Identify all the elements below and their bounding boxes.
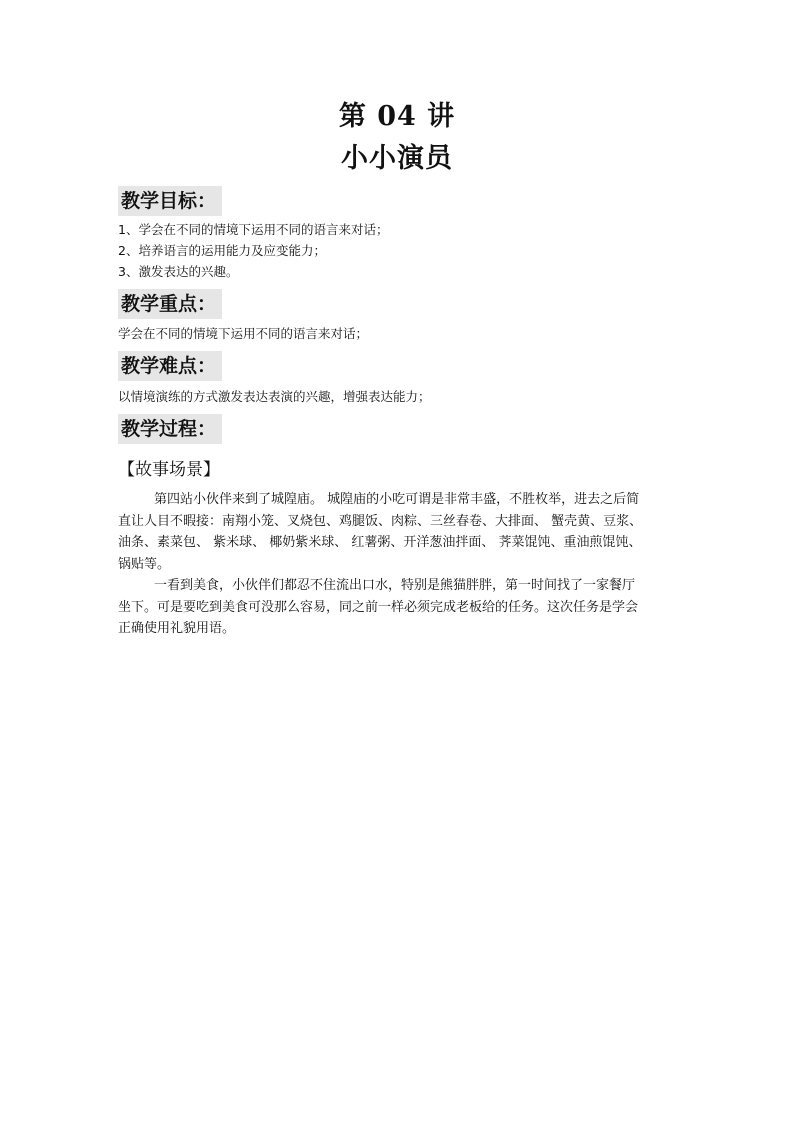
story-paragraph-1-line: 锅贴等。 — [118, 556, 171, 572]
goal-item-1: 1、学会在不同的情境下运用不同的语言来对话； — [118, 222, 389, 237]
goal-item-3: 3、激发表达的兴趣。 — [118, 264, 239, 279]
goal-item-2: 2、培养语言的运用能力及应变能力； — [118, 243, 326, 258]
story-paragraph-1-line: 直让人目不暇接：南翔小笼、叉烧包、鸡腿饭、肉粽、三丝春卷、大排面、 蟹壳黄、豆浆、 — [118, 513, 643, 529]
key-points-text: 学会在不同的情境下运用不同的语言来对话； — [118, 326, 369, 341]
story-paragraph-2-line: 正确使用礼貌用语。 — [118, 621, 236, 636]
difficulties-heading: 教学难点： — [118, 351, 222, 381]
lesson-number-title: 第 04 讲 — [338, 101, 456, 132]
goals-heading: 教学目标： — [118, 186, 222, 216]
key-points-heading: 教学重点： — [118, 289, 222, 319]
story-paragraph-1 — [118, 489, 678, 575]
story-paragraph-2 — [118, 575, 678, 640]
process-heading: 教学过程： — [118, 414, 222, 444]
story-paragraph-2-line: 一看到美食，小伙伴们都忍不住流出口水，特别是熊猫胖胖，第一时间找了一家餐厅 — [154, 578, 636, 593]
lesson-name-title: 小小演员 — [341, 143, 453, 174]
story-paragraph-2-line: 坐下。可是要吃到美食可没那么容易，同之前一样必须完成老板给的任务。这次任务是学会 — [118, 599, 639, 615]
story-paragraph-1-line: 油条、素菜包、 紫米球、 椰奶紫米球、 红薯粥、开洋葱油拌面、 荠菜馄饨、重油煎馄饨、 — [118, 535, 642, 550]
story-title: 【故事场景】 — [118, 460, 220, 480]
difficulties-text: 以情境演练的方式激发表达表演的兴趣，增强表达能力； — [118, 389, 431, 404]
story-paragraph-1-line: 第四站小伙伴来到了城隍庙。 城隍庙的小吃可谓是非常丰盛，不胜枚举，进去之后简 — [154, 492, 640, 507]
